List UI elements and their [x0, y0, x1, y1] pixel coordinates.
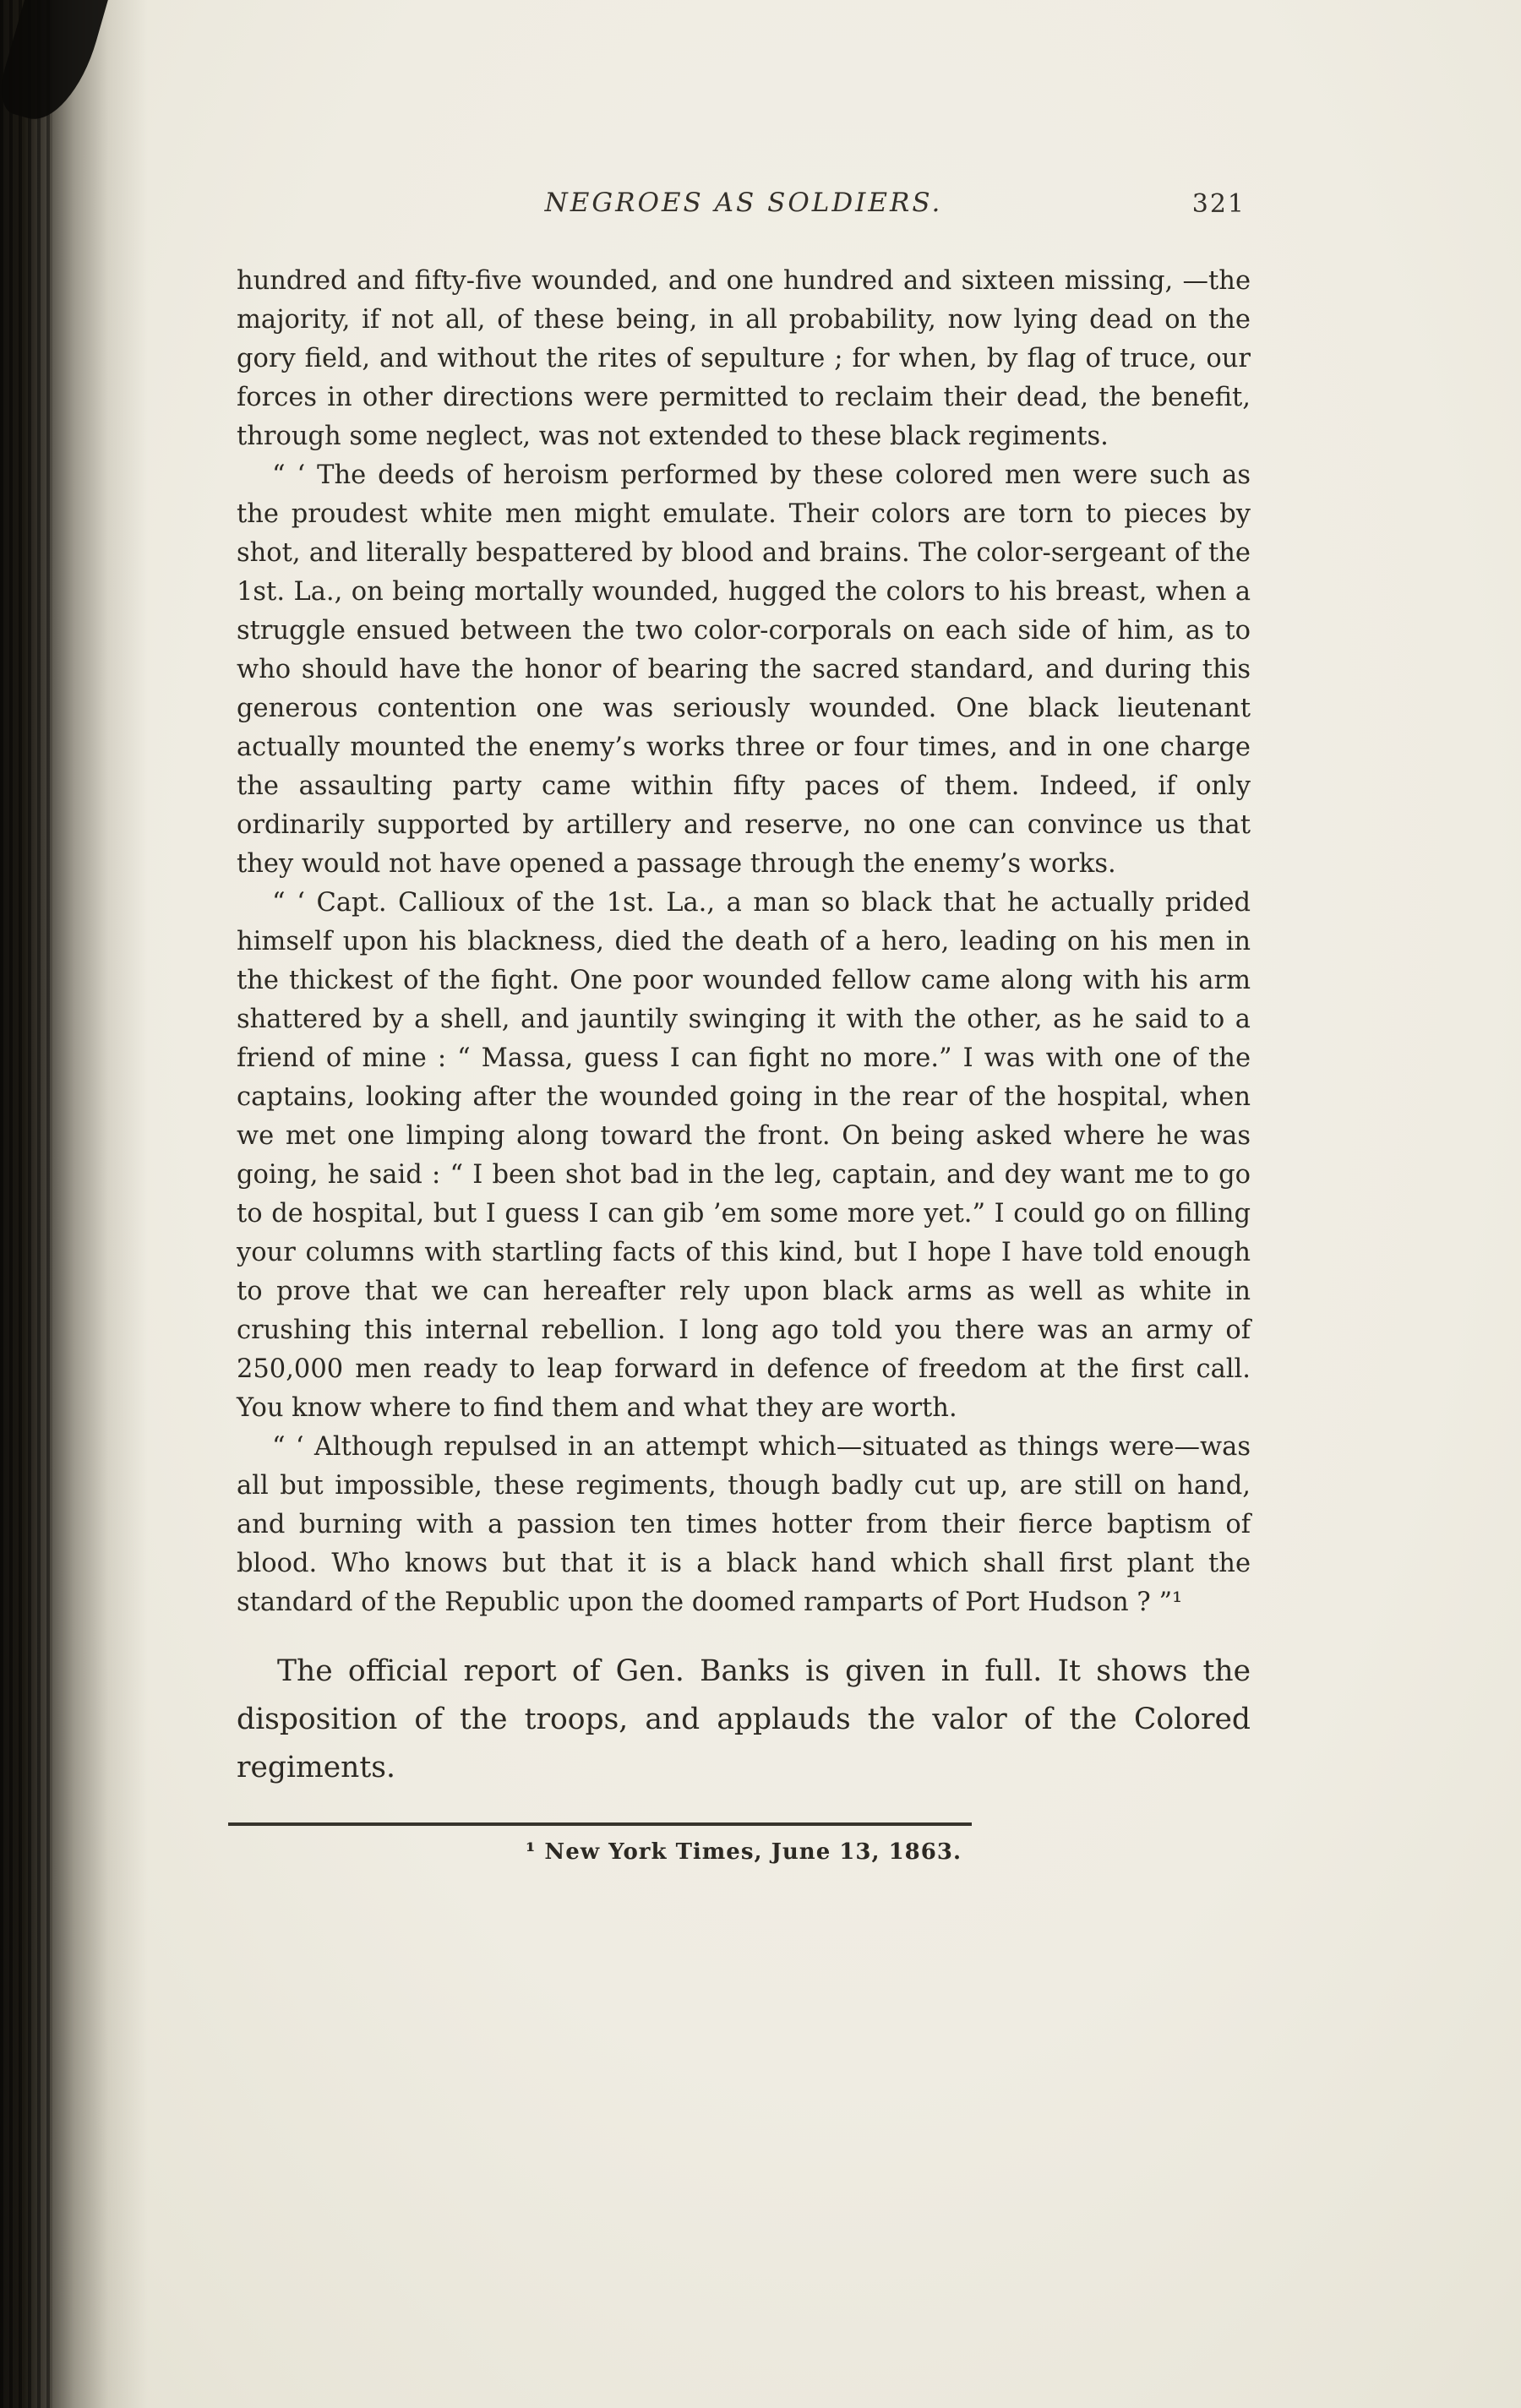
- closing-paragraph: The official report of Gen. Banks is given in full. It shows the disposition of the troops, and applauds the valor of the Colored regiments.: [237, 1654, 1251, 1784]
- paragraph-continuation: hundred and fifty-five wounded, and one hundred and sixteen missing, —the majority, if not all, of these being, in all probability, now lying dead on the gory field, and without the rites of sepulture ; for when, by flag of truce, our forces in other directions were permitted to reclaim their dead, the benefit, through some neglect, was not extended to these black regiments.: [237, 266, 1251, 451]
- paragraph-although-repulsed: “ ‘ Although repulsed in an attempt which—situated as things were—was all but impossible, these regiments, though badly cut up, are still on hand, and burning with a passion ten times hotter from their fierce baptism of blood. Who knows but that it is a black hand which shall first plant the standard of the Republic upon the doomed ramparts of Port Hudson ? ”¹: [237, 1432, 1251, 1617]
- footnote-text: ¹ New York Times, June 13, 1863.: [525, 1839, 962, 1865]
- page-header: [237, 188, 1251, 225]
- running-title: NEGROES AS SOLDIERS.: [544, 188, 943, 218]
- paragraph-capt-callioux: “ ‘ Capt. Callioux of the 1st. La., a man so black that he actually prided himself upon his blackness, died the death of a hero, leading on his men in the thickest of the fight. One poor wounded fellow came along with his arm shattered by a shell, and jauntily swinging it with the other, as he said to a friend of mine : “ Massa, guess I can fight no more.” I was with one of the captains, looking after the wounded going in the rear of the hospital, when we met one limping along toward the front. On being asked where he was going, he said : “ I been shot bad in the leg, captain, and dey want me to go to de hospital, but I guess I can gib ’em some more yet.” I could go on filling your columns with startling facts of this kind, but I hope I have told enough to prove that we can hereafter rely upon black arms as well as white in crushing this internal rebellion. I long ago told you there was an army of 250,000 men ready to leap forward in defence of freedom at the first call. You know where to find them and what they are worth.: [237, 888, 1251, 1423]
- binding-shadow: [0, 0, 148, 2408]
- page-number: 321: [1191, 189, 1246, 219]
- paragraph-deeds-of-heroism: “ ‘ The deeds of heroism performed by these colored men were such as the proudest white men might emulate. Their colors are torn to pieces by shot, and literally bespattered by blood and brains. The color-sergeant of the 1st. La., on being mortally wounded, hugged the colors to his breast, when a struggle ensued between the two color-corporals on each side of him, as to who should have the honor of bearing the sacred standard, and during this generous contention one was seriously wounded. One black lieutenant actually mounted the enemy’s works three or four times, and in one charge the assaulting party came within fifty paces of them. Indeed, if only ordinarily supported by artillery and reserve, no one can convince us that they would not have opened a passage through the enemy’s works.: [237, 460, 1251, 879]
- footnote-rule: [228, 1822, 972, 1826]
- text-block: [237, 188, 1251, 1865]
